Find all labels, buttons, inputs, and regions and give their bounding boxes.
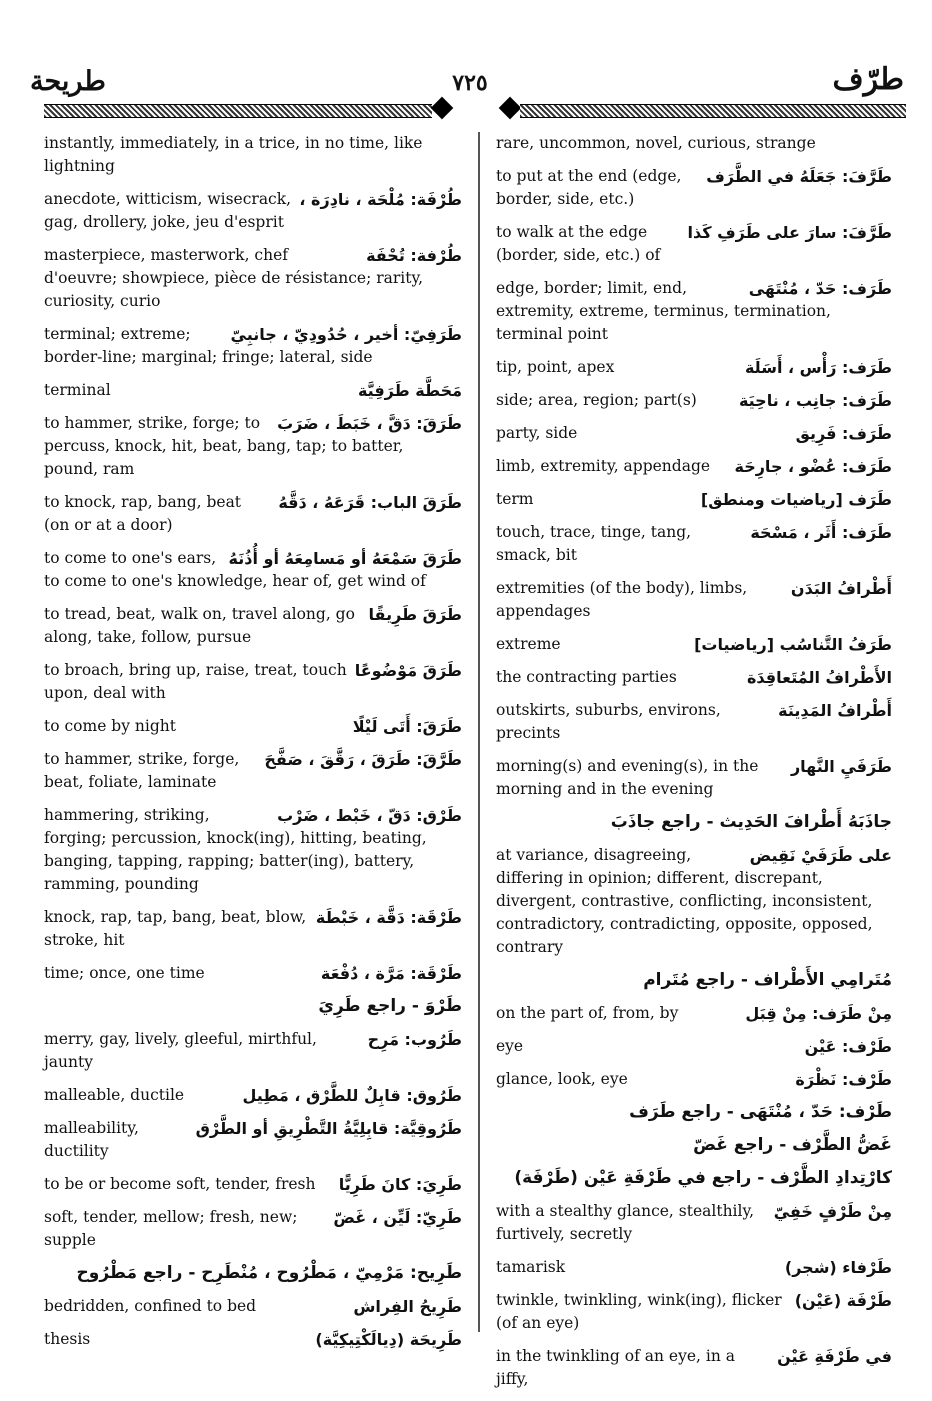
- arabic-headword: طَرَقَ طَرِيقًا: [368, 605, 462, 624]
- english-definition: to be or become soft, tender, fresh: [44, 1175, 316, 1193]
- diamond-ornament-left: [431, 97, 454, 120]
- arabic-headword: طَرَف: جانِب ، ناحِيَة: [738, 391, 892, 410]
- dictionary-entry: [44, 603, 462, 649]
- english-definition: party, side: [496, 424, 578, 442]
- arabic-headword: أَطْرافُ البَدَن: [790, 579, 892, 598]
- column-divider: [478, 132, 480, 1332]
- dictionary-entry: [44, 715, 462, 738]
- dictionary-entry: [44, 804, 462, 896]
- arabic-headword: طَرَقَ: أَتَى لَيْلًا: [352, 717, 462, 736]
- arabic-headword: طَرُوقِيَّة: قابِلِيَّةُ التَّطْرِيقِ أو الطَّرْق: [195, 1119, 462, 1138]
- arabic-headword: طَرْق: دَقّ ، خَبْط ، ضَرْب: [277, 806, 462, 825]
- arabic-headword: مِنْ طَرْفٍ خَفِيّ: [773, 1202, 892, 1221]
- english-definition: extreme: [496, 635, 561, 653]
- arabic-headword: طَرَقَ: دَقَّ ، خَبَطَ ، ضَرَبَ: [277, 414, 462, 433]
- arabic-headword: طَرِيحُ الفِراش: [353, 1297, 462, 1316]
- dictionary-entry: [496, 356, 892, 379]
- dictionary-entry: [44, 748, 462, 794]
- english-definition: to hammer, strike, forge; to percuss, knock, hit, beat, bang, tap; to batter, pound, ram: [44, 414, 404, 478]
- dictionary-entry: [496, 1035, 892, 1058]
- arabic-headword: طَرَقَ الباب: قَرَعَهُ ، دَقَّهُ: [278, 493, 462, 512]
- dictionary-entry: [496, 633, 892, 656]
- english-definition: term: [496, 490, 534, 508]
- dictionary-entry: [496, 455, 892, 478]
- right-column: [496, 132, 892, 1401]
- arabic-headword: طَرَّفَ: سارَ على طَرَفِ كَذا: [687, 223, 892, 242]
- english-definition: rare, uncommon, novel, curious, strange: [496, 134, 816, 152]
- arabic-headword: طَرْفَة (عَيْن): [794, 1291, 892, 1310]
- english-definition: with a stealthy glance, stealthily, furtively, secretly: [496, 1202, 755, 1243]
- arabic-headword: مُتَرامِي الأَطْراف - راجع مُتَرام: [643, 970, 892, 990]
- english-definition: to put at the end (edge, border, side, etc.): [496, 167, 682, 208]
- arabic-headword: طَرَّفَ: جَعَلَهُ في الطَّرَف: [706, 167, 892, 186]
- english-definition: tip, point, apex: [496, 358, 615, 376]
- english-definition: to hammer, strike, forge, beat, foliate, laminate: [44, 750, 240, 791]
- english-definition: terminal: [44, 381, 111, 399]
- english-definition: malleable, ductile: [44, 1086, 185, 1104]
- diamond-ornament-right: [499, 97, 522, 120]
- arabic-headword: طَرُوب: مَرِح: [367, 1030, 462, 1049]
- dictionary-entry: [44, 379, 462, 402]
- arabic-headword: طَرِيحَة (دِيالَكْتِيكِيَّة): [315, 1330, 462, 1349]
- english-definition: in the twinkling of an eye, in a jiffy,: [496, 1347, 735, 1388]
- dictionary-entry: [496, 811, 892, 834]
- english-definition: time; once, one time: [44, 964, 205, 982]
- dictionary-entry: [44, 1206, 462, 1252]
- arabic-headword: طَرَّقَ: طَرَقَ ، رَقَّقَ ، صَفَّحَ: [264, 750, 462, 769]
- arabic-headword: طَرْف: عَيْن: [804, 1037, 892, 1056]
- english-definition: malleability, ductility: [44, 1119, 139, 1160]
- english-definition: twinkle, twinkling, wink(ing), flicker (of an eye): [496, 1291, 782, 1332]
- dictionary-entry: [496, 1068, 892, 1091]
- arabic-headword: طَرَف: أَثَر ، مَسْحَة: [750, 523, 892, 542]
- dictionary-entry: [496, 1002, 892, 1025]
- arabic-headword: طُرْفَة: مُلْحَة ، نادِرَة ،: [299, 190, 462, 209]
- arabic-headword: طَرْقَة: مَرَّة ، دُفْعَة: [320, 964, 462, 983]
- english-definition: to broach, bring up, raise, treat, touch upon, deal with: [44, 661, 347, 702]
- english-definition: tamarisk: [496, 1258, 566, 1276]
- english-definition: bedridden, confined to bed: [44, 1297, 257, 1315]
- arabic-headword: طَرَف: حَدّ ، مُنْتَهَى: [748, 279, 892, 298]
- dictionary-entry: [496, 1345, 892, 1391]
- left-column: [44, 132, 462, 1361]
- dictionary-entry: [496, 577, 892, 623]
- dictionary-entry: [44, 962, 462, 985]
- dictionary-entry: [44, 323, 462, 369]
- dictionary-entry: [44, 1173, 462, 1196]
- arabic-headword: طَرَقَ سَمْعَهُ أو مَسامِعَهُ أو أُذُنَهُ: [228, 549, 462, 568]
- dictionary-entry: [44, 132, 462, 178]
- dictionary-entry: [496, 969, 892, 992]
- arabic-headword: طَرَفَيِ النَّهار: [790, 757, 892, 776]
- english-definition: eye: [496, 1037, 524, 1055]
- arabic-headword: طَرَف: رَأْس ، أَسَلَة: [744, 358, 892, 377]
- english-definition: thesis: [44, 1330, 91, 1348]
- arabic-headword: جاذَبَهُ أَطْرافَ الحَدِيث - راجع جاذَبَ: [610, 812, 892, 832]
- dictionary-entry: [496, 1289, 892, 1335]
- dictionary-entry: [44, 1295, 462, 1318]
- dictionary-entry: [496, 1256, 892, 1279]
- arabic-headword: مَحَطَّة طَرَفِيَّة: [357, 381, 462, 400]
- arabic-headword: الأَطْرافُ المُتَعاقِدَة: [746, 668, 892, 687]
- dictionary-entry: [44, 188, 462, 234]
- dictionary-entry: [44, 547, 462, 593]
- guide-word-left: طريحة: [30, 66, 106, 97]
- english-definition: masterpiece, masterwork, chef d'oeuvre; showpiece, pièce de résistance; rarity, curiosity, curio: [44, 246, 424, 310]
- dictionary-entry: [496, 666, 892, 689]
- arabic-headword: على طَرَفَيْ نَقِيض: [749, 846, 892, 865]
- arabic-headword: طَرَف [رياضيات ومنطق]: [700, 490, 892, 509]
- decorative-band-left: [44, 104, 432, 118]
- dictionary-entry: [496, 521, 892, 567]
- english-definition: at variance, disagreeing, differing in opinion; different, discrepant, divergent, contrastive, conflicting, inconsistent, contradictory, contradicting, opposite, opposed, contrary: [496, 846, 873, 956]
- dictionary-entry: [44, 659, 462, 705]
- arabic-headword: طَرَف: فَرِيق: [795, 424, 892, 443]
- english-definition: extremities (of the body), limbs, appendages: [496, 579, 748, 620]
- dictionary-entry: [44, 1084, 462, 1107]
- page-header: [0, 0, 932, 125]
- english-definition: limb, extremity, appendage: [496, 457, 711, 475]
- arabic-headword: طَرِيَ: كانَ طَرِيًّا: [338, 1175, 462, 1194]
- english-definition: hammering, striking, forging; percussion, knock(ing), hitting, beating, banging, tapping, rapping; batter(ing), battery, ramming, pounding: [44, 806, 427, 893]
- english-definition: morning(s) and evening(s), in the morning and in the evening: [496, 757, 759, 798]
- english-definition: soft, tender, mellow; fresh, new; supple: [44, 1208, 298, 1249]
- page-number: ٧٢٥: [452, 70, 488, 96]
- arabic-headword: طَرِيح: مَرْمِيّ ، مَطْرُوح ، مُنْطَرِح - راجع مَطْرُوح: [76, 1263, 462, 1283]
- dictionary-entry: [496, 389, 892, 412]
- dictionary-entry: [496, 755, 892, 801]
- arabic-headword: طَرَقَ مَوْضُوعًا: [354, 661, 462, 680]
- dictionary-entry: [496, 277, 892, 346]
- dictionary-entry: [44, 1262, 462, 1285]
- arabic-headword: طُرْفة: تُحْفَة: [366, 246, 462, 265]
- english-definition: touch, trace, tinge, tang, smack, bit: [496, 523, 692, 564]
- english-definition: terminal; extreme; border-line; marginal; fringe; lateral, side: [44, 325, 373, 366]
- dictionary-entry: [496, 165, 892, 211]
- guide-word-right: طرّف: [832, 62, 904, 97]
- dictionary-entry: [496, 699, 892, 745]
- dictionary-entry: [496, 1167, 892, 1190]
- arabic-headword: طَرَفِيّ: أخير ، حُدُودِيّ ، جانبِيّ: [230, 325, 462, 344]
- english-definition: to tread, beat, walk on, travel along, go along, take, follow, pursue: [44, 605, 355, 646]
- english-definition: knock, rap, tap, bang, beat, blow, stroke, hit: [44, 908, 307, 949]
- dictionary-entry: [44, 995, 462, 1018]
- english-definition: the contracting parties: [496, 668, 677, 686]
- arabic-headword: طَرِيّ: لَيِّن ، غَضّ: [333, 1208, 462, 1227]
- english-definition: merry, gay, lively, gleeful, mirthful, jaunty: [44, 1030, 317, 1071]
- dictionary-entry: [44, 412, 462, 481]
- arabic-headword: أَطْرافُ المَدِينَة: [778, 701, 892, 720]
- dictionary-entry: [496, 1134, 892, 1157]
- dictionary-entry: [44, 244, 462, 313]
- dictionary-entry: [496, 422, 892, 445]
- dictionary-entry: [496, 221, 892, 267]
- arabic-headword: طَرْفاء (شجر): [784, 1258, 892, 1277]
- decorative-band-right: [520, 104, 906, 118]
- arabic-headword: طَرْوَ - راجع طَرِيَ: [318, 996, 462, 1016]
- dictionary-entry: [44, 491, 462, 537]
- arabic-headword: كارْتِدادِ الطَّرْف - راجع في طَرْفَةِ عَيْن (طَرْفَة): [514, 1168, 892, 1188]
- arabic-headword: طَرَفُ التَّناسُب [رياضيات]: [694, 635, 892, 654]
- dictionary-entry: [44, 1028, 462, 1074]
- english-definition: on the part of, from, by: [496, 1004, 679, 1022]
- arabic-headword: طَرْف: نَظْرَة: [795, 1070, 892, 1089]
- english-definition: to come to one's ears, to come to one's knowledge, hear of, get wind of: [44, 549, 426, 590]
- english-definition: glance, look, eye: [496, 1070, 628, 1088]
- dictionary-entry: [496, 488, 892, 511]
- dictionary-entry: [496, 844, 892, 959]
- arabic-headword: طَرَف: عُضْو ، جارِحَة: [734, 457, 892, 476]
- arabic-headword: طَرُوق: قابِلٌ للطَّرْق ، مَطِيل: [242, 1086, 462, 1105]
- english-definition: to knock, rap, bang, beat (on or at a door): [44, 493, 242, 534]
- arabic-headword: طَرْف: حَدّ ، مُنْتَهَى - راجع طَرَف: [629, 1102, 892, 1122]
- dictionary-entry: [496, 132, 892, 155]
- english-definition: to come by night: [44, 717, 176, 735]
- arabic-headword: طَرْقَة: دَقَّة ، خَبْطَة: [315, 908, 462, 927]
- arabic-headword: غَضُّ الطَّرْف - راجع غَضّ: [693, 1135, 892, 1155]
- arabic-headword: مِنْ طَرَف: مِنْ قِبَل: [745, 1004, 892, 1023]
- dictionary-entry: [496, 1101, 892, 1124]
- dictionary-entry: [44, 1328, 462, 1351]
- dictionary-entry: [44, 906, 462, 952]
- english-definition: anecdote, witticism, wisecrack, gag, drollery, joke, jeu d'esprit: [44, 190, 292, 231]
- english-definition: side; area, region; part(s): [496, 391, 697, 409]
- english-definition: to walk at the edge (border, side, etc.) of: [496, 223, 661, 264]
- english-definition: outskirts, suburbs, environs, precints: [496, 701, 721, 742]
- arabic-headword: في طَرْفَةِ عَيْن: [777, 1347, 892, 1366]
- dictionary-entry: [44, 1117, 462, 1163]
- dictionary-entry: [496, 1200, 892, 1246]
- english-definition: instantly, immediately, in a trice, in no time, like lightning: [44, 134, 423, 175]
- english-definition: edge, border; limit, end, extremity, extreme, terminus, termination, terminal point: [496, 279, 831, 343]
